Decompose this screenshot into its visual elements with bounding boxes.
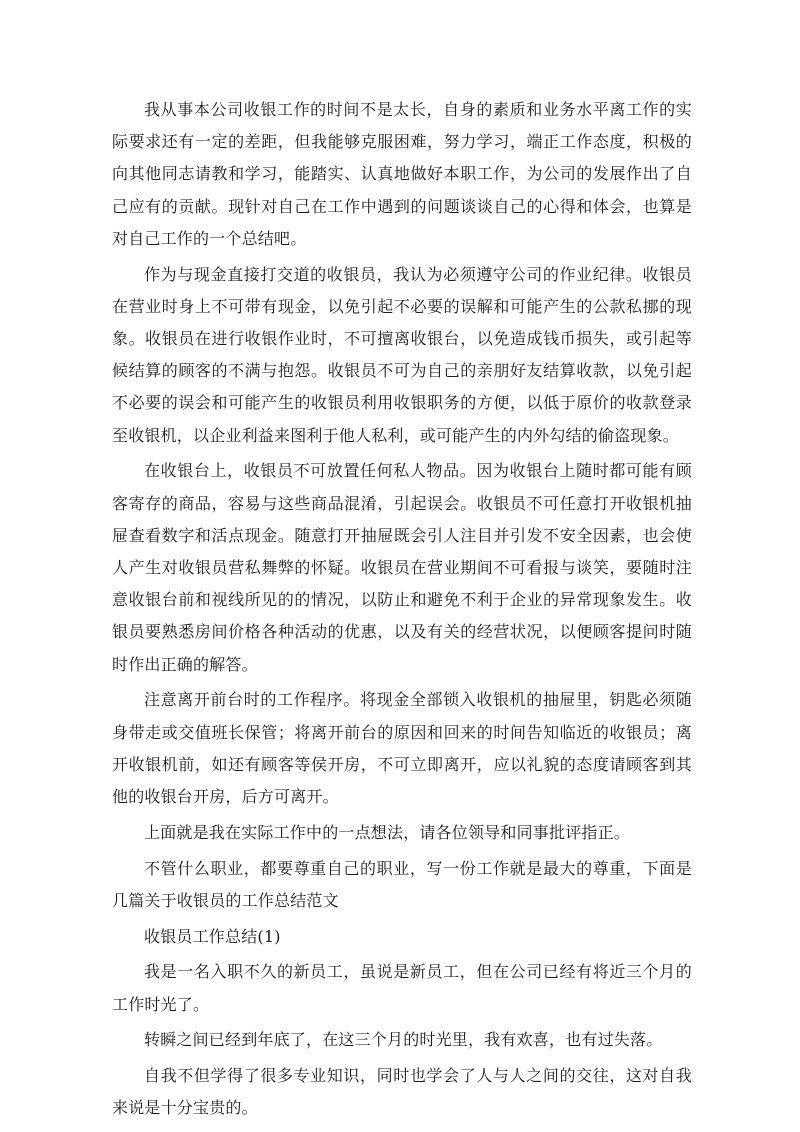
section-heading: 收银员工作总结(1) [144,926,281,946]
paragraph-counter-rules: 在收银台上，收银员不可放置任何私人物品。因为收银台上随时都可能有顾客寄存的商品，容易与这些商品混淆，引起误会。收银员不可任意打开收银机抽屉查看数字和活点现金。随意打开抽屉既会引人注目并引发不安全因素，也会使人产生对收银员营私舞弊的怀疑。收银员在营业期间不可看报与谈笑，要随时注意收银台前和视线所见的的情况，以防止和避免不利于企业的异常现象发生。收银员要熟悉房间价格各种活动的优惠，以及有关的经营状况，以便顾客提问时随时作出正确的解答。 [112,461,692,674]
paragraph-year-end: 转瞬之间已经到年底了，在这三个月的时光里，我有欢喜，也有过失落。 [144,1030,663,1050]
paragraph-learning: 自我不但学得了很多专业知识，同时也学会了人与人之间的交往，这对自我来说是十分宝贵的。 [112,1066,692,1118]
paragraph-closing: 上面就是我在实际工作中的一点想法，请各位领导和同事批评指正。 [144,822,631,842]
paragraph-new-employee: 我是一名入职不久的新员工，虽说是新员工，但在公司已经有将近三个月的工作时光了。 [112,962,692,1014]
paragraph-intro: 我从事本公司收银工作的时间不是太长，自身的素质和业务水平离工作的实际要求还有一定的差距，但我能够克服困难，努力学习，端正工作态度，积极的向其他同志请教和学习，能踏实、认真地做好本职工作，为公司的发展作出了自己应有的贡献。现针对自己在工作中遇到的问题谈谈自己的心得和体会，也算是对自己工作的一个总结吧。 [112,100,692,248]
paragraph-transition: 不管什么职业，都要尊重自己的职业，写一份工作就是最大的尊重，下面是几篇关于收银员的工作总结范文 [112,858,692,910]
paragraph-leaving-procedure: 注意离开前台时的工作程序。将现金全部锁入收银机的抽屉里，钥匙必须随身带走或交值班长保管；将离开前台的原因和回来的时间告知临近的收银员；离开收银机前，如还有顾客等侯开房，不可立即离开，应以礼貌的态度请顾客到其他的收银台开房，后方可离开。 [112,690,692,807]
paragraph-cash-discipline: 作为与现金直接打交道的收银员，我认为必须遵守公司的作业纪律。收银员在营业时身上不可带有现金，以免引起不必要的误解和可能产生的公款私挪的现象。收银员在进行收银作业时，不可擅离收银台，以免造成钱币损失，或引起等候结算的顾客的不满与抱怨。收银员不可为自己的亲朋好友结算收款，以免引起不必要的误会和可能产生的收银员利用收银职务的方便，以低于原价的收款登录至收银机，以企业利益来图利于他人私利，或可能产生的内外勾结的偷盗现象。 [112,264,692,445]
document-body [112,94,692,1128]
